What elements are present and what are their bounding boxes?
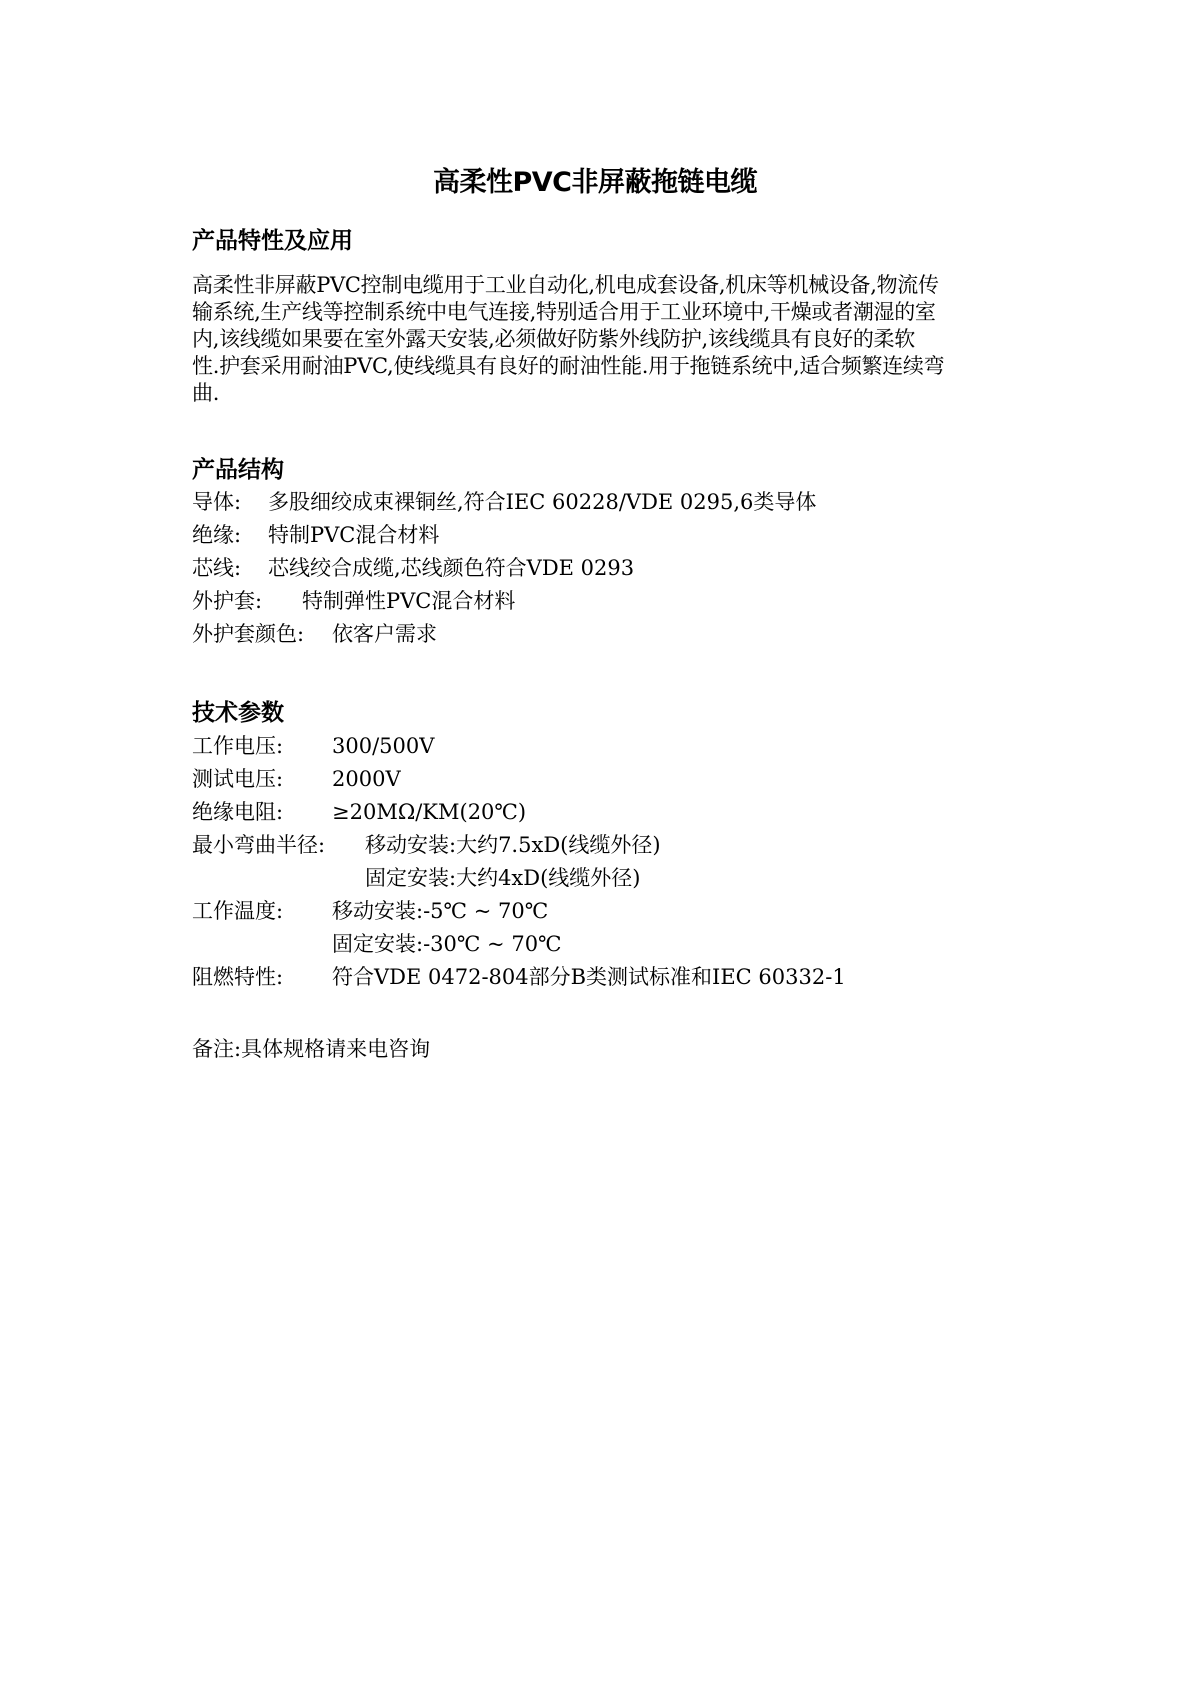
- section-heading-structure: 产品结构: [192, 457, 284, 483]
- row-value: 特制PVC混合材料: [268, 523, 440, 547]
- row-label: 绝缘:: [192, 523, 242, 547]
- row-label: 外护套颜色:: [192, 622, 305, 646]
- row-label: 导体:: [192, 490, 242, 514]
- section-heading-features: 产品特性及应用: [192, 228, 353, 254]
- row-label: 最小弯曲半径:: [192, 833, 326, 857]
- row-label: 工作温度:: [192, 899, 284, 923]
- document-title: 高柔性PVC非屏蔽拖链电缆: [433, 167, 757, 198]
- row-value: 300/500V: [332, 734, 435, 758]
- row-value: 依客户需求: [332, 622, 437, 646]
- paragraph-line: 输系统,生产线等控制系统中电气连接,特别适合用于工业环境中,干燥或者潮湿的室: [192, 300, 936, 324]
- row-value: 移动安装:大约7.5xD(线缆外径): [365, 833, 661, 857]
- row-value: 符合VDE 0472-804部分B类测试标准和IEC 60332-1: [332, 965, 846, 989]
- row-value: 特制弹性PVC混合材料: [302, 589, 516, 613]
- row-label: 芯线:: [192, 556, 242, 580]
- features-paragraph: [192, 272, 1002, 407]
- paragraph-line: 曲.: [192, 381, 220, 405]
- row-value: ≥20MΩ/KM(20℃): [332, 800, 527, 824]
- row-value: 固定安装:大约4xD(线缆外径): [365, 866, 641, 890]
- row-label: 工作电压:: [192, 734, 284, 758]
- row-label: 绝缘电阻:: [192, 800, 284, 824]
- paragraph-line: 内,该线缆如果要在室外露天安装,必须做好防紫外线防护,该线缆具有良好的柔软: [192, 327, 915, 351]
- paragraph-line: 高柔性非屏蔽PVC控制电缆用于工业自动化,机电成套设备,机床等机械设备,物流传: [192, 273, 939, 297]
- row-value: 多股细绞成束裸铜丝,符合IEC 60228/VDE 0295,6类导体: [268, 490, 817, 514]
- row-value: 移动安装:-5℃ ~ 70℃: [332, 899, 549, 923]
- paragraph-line: 性.护套采用耐油PVC,使线缆具有良好的耐油性能.用于拖链系统中,适合频繁连续弯: [192, 354, 945, 378]
- row-value: 2000V: [332, 767, 401, 791]
- row-label: 外护套:: [192, 589, 263, 613]
- row-value: 芯线绞合成缆,芯线颜色符合VDE 0293: [268, 556, 635, 580]
- row-label: 阻燃特性:: [192, 965, 284, 989]
- row-label: 测试电压:: [192, 767, 284, 791]
- row-value: 固定安装:-30℃ ~ 70℃: [332, 932, 562, 956]
- section-heading-specs: 技术参数: [192, 700, 284, 726]
- remark-note: 备注:具体规格请来电咨询: [192, 1037, 431, 1061]
